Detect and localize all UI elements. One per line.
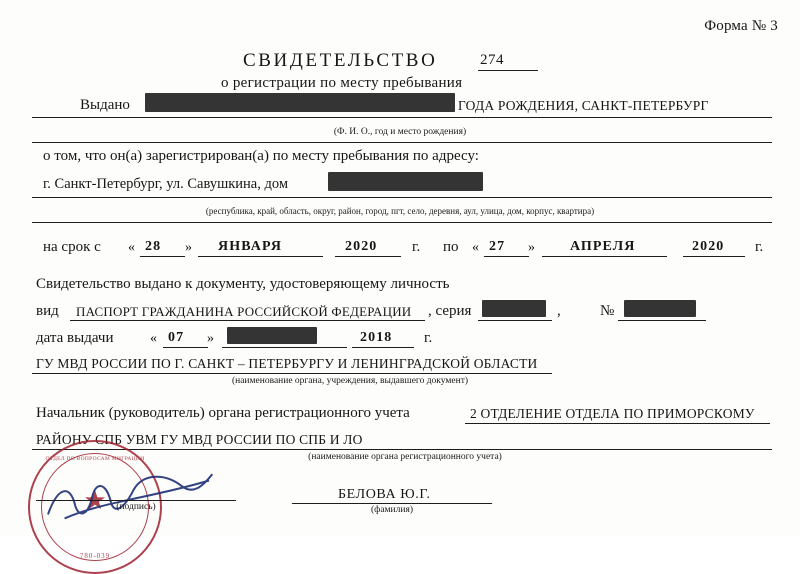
issued-to-value: ГОДА РОЖДЕНИЯ, САНКТ-ПЕТЕРБУРГ <box>458 98 709 113</box>
signer-surname: БЕЛОВА Ю.Г. <box>338 487 431 502</box>
document-date-day: 07 <box>168 330 185 345</box>
certificate-number-rule <box>478 70 538 71</box>
issued-to-rule <box>32 117 772 118</box>
document-date-g: г. <box>424 330 433 346</box>
date-quote-close: » <box>207 331 214 346</box>
document-authority: ГУ МВД РОССИИ ПО Г. САНКТ – ПЕТЕРБУРГУ И ЛЕНИНГРАДСКОЙ ОБЛАСТИ <box>36 356 538 371</box>
term-to-month: АПРЕЛЯ <box>570 239 636 254</box>
term-to-year: 2020 <box>692 239 725 254</box>
term-from-month: ЯНВАРЯ <box>218 239 283 254</box>
document-comma: , <box>557 303 561 319</box>
issued-to-label: Выдано <box>80 97 130 113</box>
fio-rule <box>32 142 772 143</box>
address-value: г. Санкт-Петербург, ул. Савушкина, дом <box>43 176 289 192</box>
term-g-2: г. <box>755 239 764 255</box>
document-date-day-rule <box>163 347 208 348</box>
date-quote-open: « <box>150 331 157 346</box>
term-from-day-rule <box>140 256 185 257</box>
caption-address: (республика, край, область, округ, район, город, пгт, село, деревня, аул, улица, дом, корпус, квартира) <box>205 206 595 216</box>
document-series-label: , серия <box>428 303 472 319</box>
document-date-month-rule <box>222 347 347 348</box>
term-to-month-rule <box>542 256 667 257</box>
chief-value-line1: 2 ОТДЕЛЕНИЕ ОТДЕЛА ПО ПРИМОРСКОМУ <box>470 406 755 421</box>
stamp-bottom-text: 780-039 <box>79 552 111 560</box>
certificate-number: 274 <box>480 52 504 68</box>
document-intro: Свидетельство выдано к документу, удостоверяющему личность <box>36 276 450 292</box>
document-type-value: ПАСПОРТ ГРАЖДАНИНА РОССИЙСКОЙ ФЕДЕРАЦИИ <box>76 304 412 319</box>
stamp-top-text: ОТДЕЛ ПО ВОПРОСАМ МИГРАЦИИ <box>45 456 145 462</box>
redaction-issue-month <box>227 327 317 344</box>
address-rule-2 <box>32 222 772 223</box>
address-rule-1 <box>32 197 772 198</box>
document-type-label: вид <box>36 303 59 319</box>
page-subtitle: о регистрации по месту пребывания <box>221 75 463 91</box>
document-number-rule <box>618 320 706 321</box>
chief-value-rule-2 <box>32 449 772 450</box>
term-quote-close-1: » <box>185 240 192 255</box>
form-number: Форма № 3 <box>704 18 778 34</box>
term-quote-close-2: » <box>528 240 535 255</box>
document-date-label: дата выдачи <box>36 330 114 346</box>
chief-value-line2: РАЙОНУ СПБ УВМ ГУ МВД РОССИИ ПО СПБ И ЛО <box>36 432 363 447</box>
term-to-prefix: по <box>443 239 459 255</box>
chief-label: Начальник (руководитель) органа регистрационного учета <box>36 405 410 421</box>
caption-document-authority: (наименование органа, учреждения, выдавшего документ) <box>231 376 469 386</box>
document-authority-rule <box>32 373 552 374</box>
redaction-passport-number <box>624 300 696 317</box>
document-series-rule <box>478 320 552 321</box>
page-title: СВИДЕТЕЛЬСТВО <box>243 50 438 71</box>
redaction-passport-series <box>482 300 546 317</box>
term-quote-open-2: « <box>472 240 479 255</box>
term-prefix: на срок с <box>43 239 101 255</box>
term-from-year-rule <box>335 256 401 257</box>
caption-fio: (Ф. И. О., год и место рождения) <box>333 127 467 137</box>
term-to-day-rule <box>484 256 529 257</box>
caption-signature: (подпись) <box>116 502 156 512</box>
document-type-rule <box>70 320 425 321</box>
registered-line: о том, что он(а) зарегистрирован(а) по месту пребывания по адресу: <box>43 148 479 164</box>
term-from-year: 2020 <box>345 239 378 254</box>
term-to-year-rule <box>683 256 745 257</box>
document-date-year: 2018 <box>360 330 393 345</box>
term-quote-open-1: « <box>128 240 135 255</box>
term-to-day: 27 <box>489 239 506 254</box>
term-g-1: г. <box>412 239 421 255</box>
redaction-issued-to-name <box>145 93 455 112</box>
chief-value-rule-1 <box>465 423 770 424</box>
document-number-label: № <box>600 303 615 319</box>
redaction-address-house <box>328 172 483 191</box>
surname-rule <box>292 503 492 504</box>
document-date-year-rule <box>352 347 414 348</box>
eagle-emblem-icon: ★ <box>83 486 107 515</box>
term-from-month-rule <box>198 256 323 257</box>
term-from-day: 28 <box>145 239 162 254</box>
caption-chief: (наименование органа регистрационного учета) <box>308 452 502 462</box>
caption-surname: (фамилия) <box>371 505 413 515</box>
signature-rule <box>36 500 236 501</box>
